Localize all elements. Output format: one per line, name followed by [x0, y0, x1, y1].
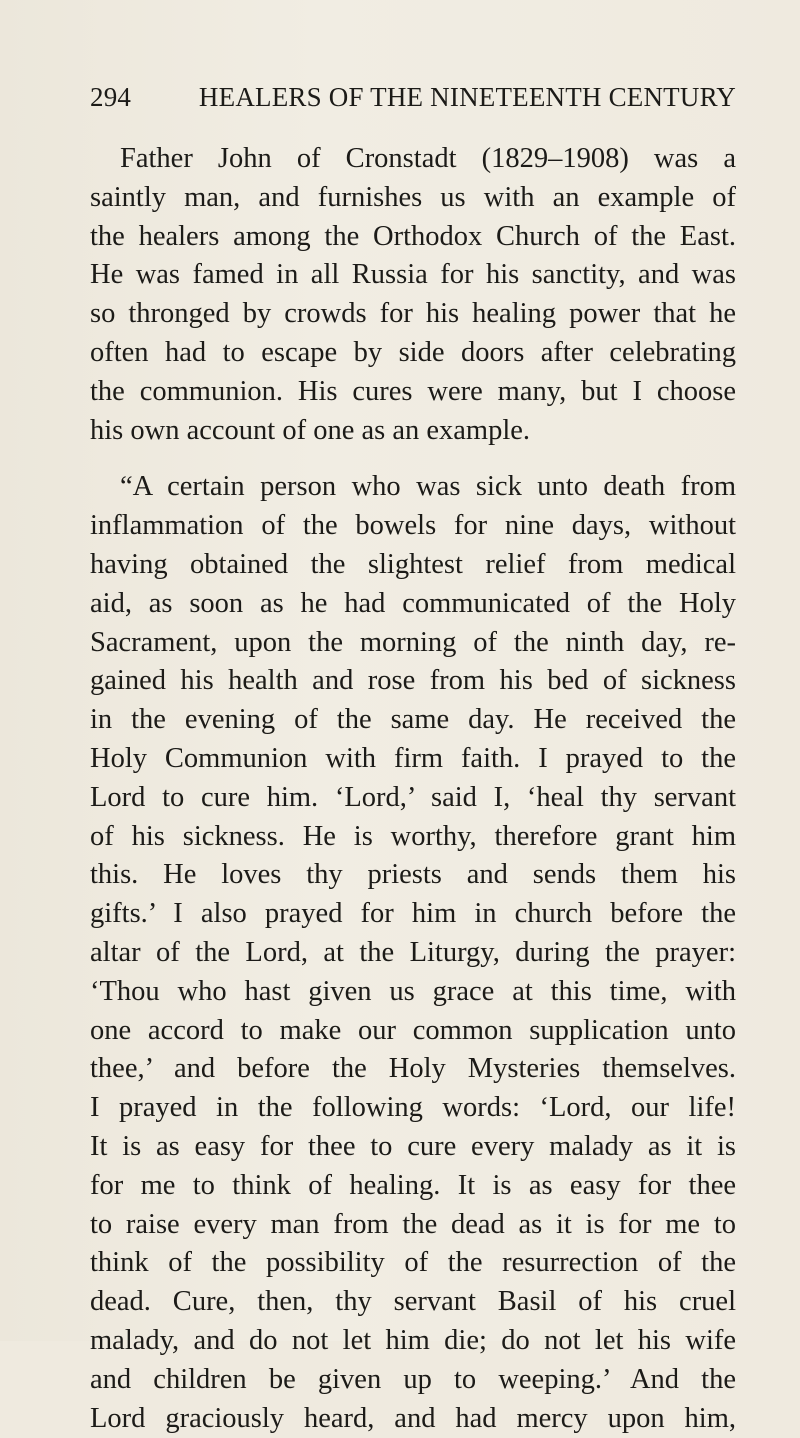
text-line: think of the possibility of the resurrection of the — [90, 1244, 736, 1283]
paragraph-intro — [90, 140, 736, 450]
text-line: ‘Thou who hast given us grace at this time, with — [90, 973, 736, 1012]
text-line: gifts.’ I also prayed for him in church before the — [90, 895, 736, 934]
text-line: malady, and do not let him die; do not let his wife — [90, 1322, 736, 1361]
text-line: He was famed in all Russia for his sanctity, and was — [90, 256, 736, 295]
text-line: Sacrament, upon the morning of the ninth day, re- — [90, 624, 736, 663]
text-line: in the evening of the same day. He received the — [90, 701, 736, 740]
text-line: his own account of one as an example. — [90, 412, 736, 451]
text-line: to raise every man from the dead as it is for me to — [90, 1206, 736, 1245]
text-line: Lord to cure him. ‘Lord,’ said I, ‘heal thy servant — [90, 779, 736, 818]
text-line: Holy Communion with firm faith. I prayed to the — [90, 740, 736, 779]
text-line: for me to think of healing. It is as easy for thee — [90, 1167, 736, 1206]
text-line: Father John of Cronstadt (1829–1908) was a — [90, 140, 736, 179]
text-line: aid, as soon as he had communicated of the Holy — [90, 585, 736, 624]
text-line: gained his health and rose from his bed of sickness — [90, 662, 736, 701]
text-line: inflammation of the bowels for nine days, without — [90, 507, 736, 546]
text-line: It is as easy for thee to cure every malady as it is — [90, 1128, 736, 1167]
text-line: having obtained the slightest relief from medical — [90, 546, 736, 585]
text-line: I prayed in the following words: ‘Lord, our life! — [90, 1089, 736, 1128]
text-line: dead. Cure, then, thy servant Basil of his cruel — [90, 1283, 736, 1322]
text-line: “A certain person who was sick unto death from — [90, 468, 736, 507]
page-number: 294 — [90, 82, 131, 113]
text-line: saintly man, and furnishes us with an example of — [90, 179, 736, 218]
text-line: often had to escape by side doors after celebrating — [90, 334, 736, 373]
text-line: so thronged by crowds for his healing power that he — [90, 295, 736, 334]
text-line: Lord graciously heard, and had mercy upon him, — [90, 1400, 736, 1438]
text-line: of his sickness. He is worthy, therefore grant him — [90, 818, 736, 857]
text-line: the communion. His cures were many, but I choose — [90, 373, 736, 412]
paragraph-quotation — [90, 468, 736, 1438]
text-line: this. He loves thy priests and sends them his — [90, 856, 736, 895]
text-line: one accord to make our common supplication unto — [90, 1012, 736, 1051]
text-line: the healers among the Orthodox Church of the East. — [90, 218, 736, 257]
text-line: and children be given up to weeping.’ And the — [90, 1361, 736, 1400]
running-head — [90, 82, 736, 122]
running-title: HEALERS OF THE NINETEENTH CENTURY — [199, 82, 736, 113]
body-text — [90, 140, 736, 1438]
text-line: altar of the Lord, at the Liturgy, during the prayer: — [90, 934, 736, 973]
text-line: thee,’ and before the Holy Mysteries themselves. — [90, 1050, 736, 1089]
